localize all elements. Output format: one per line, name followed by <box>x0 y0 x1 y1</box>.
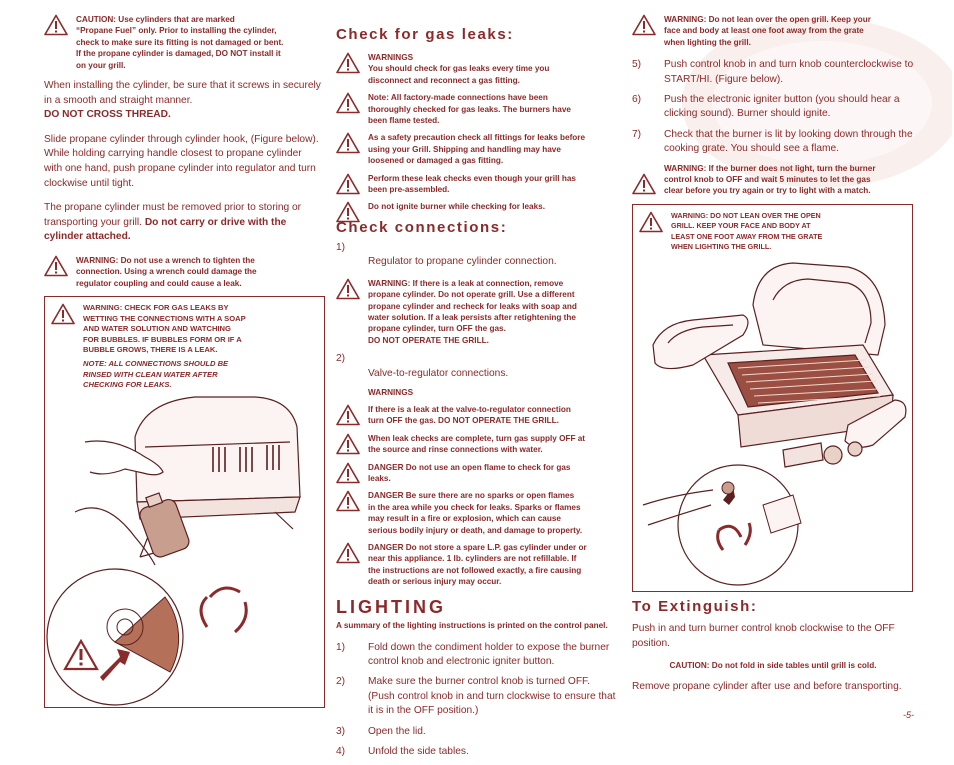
remove-paragraph <box>44 201 322 245</box>
lighting-summary: A summary of the lighting instructions is printed on the control panel. <box>336 620 608 630</box>
warning-icon <box>336 201 360 223</box>
warnings-label: WARNINGS <box>368 387 414 397</box>
step-text: Regulator to propane cylinder connection. <box>368 256 557 268</box>
install-text: When installing the cylinder, be sure that it screws in securely in a smooth and straight manner. <box>44 80 321 106</box>
figure2-warning-text: WARNING: DO NOT LEAN OVER THE OPEN GRILL. KEEP YOUR FACE AND BODY AT LEAST ONE FOOT AWAY FROM THE GRATE WHEN LIGHTING THE GRILL. <box>671 211 823 252</box>
warning-icon <box>51 303 75 325</box>
danger-text: DANGER Do not use an open flame to check for gas leaks. <box>368 462 571 483</box>
figure2-warning <box>639 211 901 253</box>
lighting-step <box>632 93 914 122</box>
column-right <box>632 14 914 203</box>
column-left <box>44 14 322 295</box>
step-text: Open the lid. <box>368 725 426 737</box>
step-text: Make sure the burner control knob is turned OFF. (Push control knob in and turn clockwise to ensure that it is in the OFF position.) <box>368 676 616 717</box>
leaks-warning-text: WARNINGS You should check for gas leaks every time you disconnect and reconnect a gas fitting. <box>368 53 550 85</box>
step-number: 3) <box>336 725 346 737</box>
caution-cylinder-text: CAUTION: Use cylinders that are marked “Propane Fuel” only. Prior to installing the cylinder, check to make sure its fitting is not damaged or bent. If the propane cylinder is damaged, DO NOT install it on your grill. <box>76 15 284 70</box>
caution-cylinder <box>44 14 322 71</box>
lighting-heading: LIGHTING <box>336 596 446 617</box>
danger-item <box>336 542 618 588</box>
warning-icon <box>336 433 360 455</box>
lighting-step <box>336 725 618 739</box>
leaks-warning-item <box>336 92 618 126</box>
warning-icon <box>632 173 656 195</box>
leaks-warning-text: Perform these leak checks even though your grill has been pre-assembled. <box>368 173 576 195</box>
warning-no-light-text: WARNING: If the burner does not light, turn the burner control knob to OFF and wait 5 minutes to let the gas clear before you try again or try to light with a match. <box>664 163 876 196</box>
column-middle <box>336 20 618 765</box>
figure-cylinder-install <box>44 296 325 708</box>
valve-warnings-list <box>336 404 618 588</box>
step-number: 1) <box>336 241 346 253</box>
leaks-warning-item <box>336 52 618 86</box>
warning-no-light <box>632 163 914 197</box>
step-number: 1) <box>336 641 346 653</box>
warning-icon <box>336 52 360 74</box>
leaks-warning-text: As a safety precaution check all fittings for leaks before using your Grill. Shipping and handling may have loosened or damaged a gas fitting. <box>368 133 586 166</box>
remove-text: The propane cylinder must be removed prior to storing or transporting your grill. <box>44 202 302 228</box>
connection-step-2 <box>336 352 618 381</box>
figure-lighting-grill <box>632 204 913 592</box>
connection-step-1 <box>336 241 618 270</box>
danger-item <box>336 462 618 485</box>
caution-fold: CAUTION: Do not fold in side tables until grill is cold. <box>669 661 877 671</box>
step-text: Check that the burner is lit by looking down through the cooking grate. You should see a flame. <box>664 128 913 155</box>
warning-icon <box>632 14 656 36</box>
warning-icon <box>639 211 663 233</box>
warning-icon <box>336 404 360 426</box>
warning-face <box>632 14 914 48</box>
step-text: Valve-to-regulator connections. <box>368 367 509 379</box>
step-number: 6) <box>632 94 642 106</box>
warning-icon <box>44 255 68 277</box>
page-number: -5- <box>903 710 914 720</box>
valve-warning-item <box>336 433 618 456</box>
remove-cylinder-text: Remove propane cylinder after use and before transporting. <box>632 681 902 693</box>
danger-item <box>336 490 618 536</box>
lighting-step <box>632 128 914 157</box>
leaks-warning-item <box>336 173 618 196</box>
do-not-carry-warning: Do not carry or drive with the cylinder attached. <box>44 216 287 243</box>
warning-wrench-text: WARNING: Do not use a wrench to tighten the connection. Using a wrench could damage the regulator coupling and could cause a leak. <box>76 255 257 288</box>
valve-warning-item <box>336 404 618 427</box>
leaks-warnings-list <box>336 52 618 213</box>
open-grill-illustration <box>633 205 912 591</box>
step-text: Fold down the condiment holder to expose the burner control knob and electronic igniter button. <box>368 641 610 668</box>
leaks-warning-item <box>336 201 618 212</box>
leaks-heading: Check for gas leaks: <box>336 26 514 43</box>
lighting-step <box>336 745 618 759</box>
warning-icon <box>336 92 360 114</box>
lighting-steps <box>336 641 618 760</box>
warning-icon <box>336 173 360 195</box>
figure1-note-text: NOTE: ALL CONNECTIONS SHOULD BE RINSED WITH CLEAN WATER AFTER CHECKING FOR LEAKS. <box>83 358 229 390</box>
step-number: 7) <box>632 128 642 140</box>
step-number: 2) <box>336 676 346 688</box>
leaks-warning-text: Note: All factory-made connections have been thoroughly checked for gas leaks. The burners have been flame tested. <box>368 93 571 126</box>
step-number: 2) <box>336 353 346 365</box>
step-number: 4) <box>336 746 346 758</box>
warning-icon <box>336 490 360 512</box>
lighting-steps-continued <box>632 58 914 156</box>
lighting-step <box>336 641 618 670</box>
install-paragraph <box>44 79 322 123</box>
danger-text: DANGER Do not store a spare L.P. gas cylinder under or near this appliance. 1 lb. cylinders are not refillable. If the instructions are not followed exactly, a fire causing death or serious injury may occur. <box>368 543 587 587</box>
warning-wrench <box>44 255 322 289</box>
warning-icon <box>44 14 68 36</box>
extinguish-text: Push in and turn burner control knob clockwise to the OFF position. <box>632 623 895 649</box>
slide-paragraph: Slide propane cylinder through cylinder hook, (Figure below). While holding carrying handle closest to propane cylinder with one hand, push propane cylinder into regulator and turn clockwise until tight. <box>44 133 319 189</box>
warning-icon <box>336 132 360 154</box>
leaks-warning-item <box>336 132 618 166</box>
warning-icon <box>336 278 360 300</box>
extinguish-section <box>632 598 914 695</box>
lighting-step <box>632 58 914 87</box>
figure1-warning <box>51 303 313 391</box>
warning-leak-cylinder-text: WARNING: If there is a leak at connection, remove propane cylinder. Do not operate grill. Use a different propane cylinder and recheck for leaks with soap and water solution. If a leak persists after retightening the propane cylinder, turn OFF the gas. DO NOT OPERATE THE GRILL. <box>368 278 577 345</box>
leaks-warning-text: Do not ignite burner while checking for leaks. <box>368 202 545 212</box>
warning-leak-cylinder <box>336 278 618 346</box>
warning-face-text: WARNING: Do not lean over the open grill. Keep your face and body at least one foot away from the grate when lighting the grill. <box>664 15 871 47</box>
lighting-step <box>336 675 618 718</box>
step-text: Push control knob in and turn knob counterclockwise to START/HI. (Figure below). <box>664 59 914 85</box>
step-text: Push the electronic igniter button (you should hear a clicking sound). Burner should ignite. <box>664 94 900 120</box>
valve-warning-text: When leak checks are complete, turn gas supply OFF at the source and rinse connections with water. <box>368 433 586 455</box>
connections-heading: Check connections: <box>336 218 508 236</box>
step-text: Unfold the side tables. <box>368 746 469 758</box>
figure1-warning-text: WARNING: CHECK FOR GAS LEAKS BY WETTING THE CONNECTIONS WITH A SOAP AND WATER SOLUTION AND WATCHING FOR BUBBLES. IF BUBBLES FORM OR IF A BUBBLE GROWS, THERE IS A LEAK. <box>83 303 246 355</box>
warning-icon <box>336 462 360 484</box>
cross-thread-warning: DO NOT CROSS THREAD. <box>44 109 171 121</box>
danger-text: DANGER Be sure there are no sparks or open flames in the area while you check for leaks. Sparks or flames may result in a fire or explosion, which can cause serious bodily injury or death, and damage to property. <box>368 491 583 535</box>
valve-warning-text: If there is a leak at the valve-to-regulator connection turn OFF the gas. DO NOT OPERATE THE GRILL. <box>368 404 571 426</box>
warning-icon <box>336 542 360 564</box>
step-number: 5) <box>632 59 642 71</box>
extinguish-heading: To Extinguish: <box>632 598 758 615</box>
